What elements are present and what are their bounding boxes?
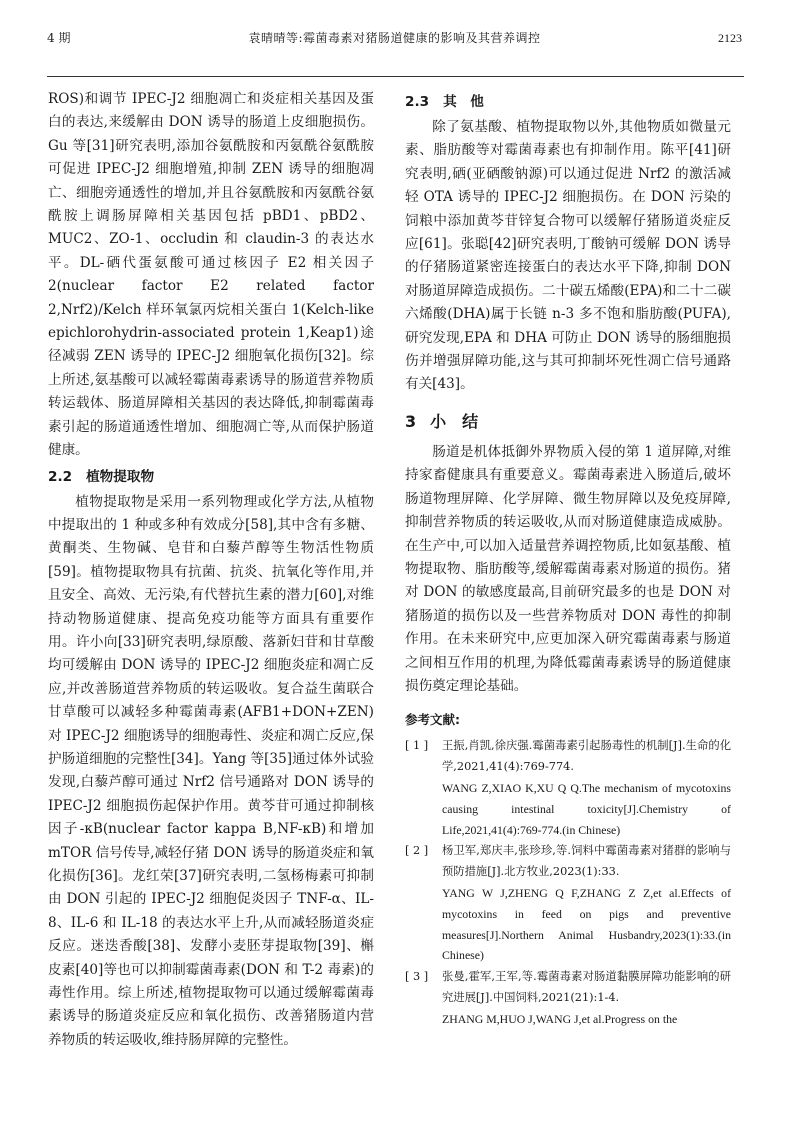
reference-number: [ 1 ] [405,739,429,753]
reference-cn: 王振,肖凯,徐庆强.霉菌毒素引起肠毒性的机制[J].生命的化学,2021,41(4):769-774. [442,739,731,774]
section-title: 植物提取物 [86,468,155,485]
paragraph-plant-extracts: 植物提取物是采用一系列物理或化学方法,从植物中提取出的 1 种或多种有效成分[58],其中含有多糖、黄酮类、生物碱、皂苷和白藜芦醇等生物活性物质[59]。植物提取物具有抗菌、抗炎、抗氧化等作用,并且安全、高效、无污染,有代替抗生素的潜力[60],对维持动物肠道健康、提高免疫功能等方面具有重要作用。许小向[33]研究表明,绿原酸、落新妇苷和甘草酸均可缓解由 DON 诱导的 IPEC-J2 细胞炎症和凋亡反应,并改善肠道营养物质的转运吸收。复合益生菌联合甘草酸可以减轻多种霉菌毒素(AFB1+DON+ZEN)对 IPEC-J2 细胞诱导的细胞毒性、炎症和凋亡反应,保护肠道细胞的完整性[34]。Yang 等[35]通过体外试验发现,白藜芦醇可通过 Nrf2 信号通路对 DON 诱导的 IPEC-J2 细胞损伤起保护作用。黄芩苷可通过抑制核因子-κB(nuclear factor kappa B,NF-κB)和增加 mTOR 信号传导,减轻仔猪 DON 诱导的肠道炎症和氧化损伤[36]。龙红荣[37]研究表明,二氢杨梅素可抑制由 DON 引起的 IPEC-J2 细胞促炎因子 TNF-α、IL-8、IL-6 和 IL-18 的表达水平上升,从而减轻肠道炎症反应。迷迭香酸[38]、发酵小麦胚芽提取物[39]、槲皮素[40]等也可以抑制霉菌毒素(DON 和 T-2 毒素)的毒性作用。综上所述,植物提取物可以通过缓解霉菌毒素诱导的肠道炎症反应和氧化损伤、改善猪肠道内营养物质的转运吸收,维持肠屏障的完整性。 [48,493,374,1048]
reference-number: [ 2 ] [405,844,429,858]
paragraph-other-substances: 除了氨基酸、植物提取物以外,其他物质如微量元素、脂肪酸等对霉菌毒素也有抑制作用。陈平[41]研究表明,硒(亚硒酸钠源)可以通过促进 Nrf2 的激活减轻 OTA 诱导的 IPEC-J2 细胞损伤。在 DON 污染的饲粮中添加黄芩苷锌复合物可以缓解仔猪肠道炎症反应[61]。张聪[42]研究表明,丁酸钠可缓解 DON 诱导的仔猪肠道紧密连接蛋白的表达水平下降,抑制 DON 对肠道屏障造成损伤。二十碳五烯酸(EPA)和二十二碳六烯酸(DHA)属于长链 n-3 多不饱和脂肪酸(PUFA),研究发现,EPA 和 DHA 可防止 DON 诱导的肠细胞损伤并增强屏障功能,这与其可抑制坏死性凋亡信号通路有关[43]。 [405,119,731,393]
references-title: 参考文献: [405,712,460,728]
page-header [47,28,742,52]
paragraph-amino-acid-summary: ROS)和调节 IPEC-J2 细胞凋亡和炎症相关基因及蛋白的表达,来缓解由 DON 诱导的肠道上皮细胞损伤。Gu 等[31]研究表明,添加谷氨酰胺和丙氨酰谷氨酰胺可促进 IPEC-J2 细胞增殖,抑制 ZEN 诱导的细胞凋亡、细胞旁通透性的增加,并且谷氨酰胺和丙氨酰谷氨酰胺上调肠屏障相关基因包括 pBD1、pBD2、MUC2、ZO-1、occludin 和 claudin-3 的表达水平。DL-硒代蛋氨酸可通过核因子 E2 相关因子 2(nuclear factor E2 related factor 2,Nrf2)/Kelch 样环氧氯丙烷相关蛋白 1(Kelch-like epichlorohydrin-associated protein 1,Keap1)途径减弱 ZEN 诱导的 IPEC-J2 细胞氧化损伤[32]。综上所述,氨基酸可以减轻霉菌毒素诱导的肠道营养物质转运载体、肠道屏障相关基因的表达降低,抑制霉菌毒素引起的肠道通透性增加、细胞凋亡等,从而保护肠道健康。 [48,91,374,459]
reference-cn: 杨卫军,郑庆丰,张珍珍,等.饲料中霉菌毒素对猪群的影响与预防措施[J].北方牧业,2023(1):33. [442,844,731,879]
section-number: 2.2 [48,468,73,485]
reference-item [405,736,731,840]
running-title: 袁晴晴等:霉菌毒素对猪肠道健康的影响及其营养调控 [248,31,541,45]
reference-cn: 张曼,霍军,王军,等.霉菌毒素对肠道黏膜屏障功能影响的研究进展[J].中国饲料,2021(21):1-4. [442,970,731,1004]
reference-number: [ 3 ] [405,970,429,984]
reference-item [405,841,731,966]
right-column [405,88,731,1031]
section-number: 3 [405,411,417,431]
header-rule [47,76,744,77]
section-title: 其 他 [443,94,484,110]
section-number: 2.3 [405,94,430,110]
left-column [48,88,374,1052]
reference-en: YANG W J,ZHENG Q F,ZHANG Z Z,et al.Effects of mycotoxins in feed on pigs and preventive measures[J].Northern Animal Husbandry,2023(1):33.(in Chinese) [442,885,731,963]
paragraph-summary: 肠道是机体抵御外界物质入侵的第 1 道屏障,对维持家畜健康具有重要意义。霉菌毒素进入肠道后,破坏肠道物理屏障、化学屏障、微生物屏障以及免疫屏障,抑制营养物质的转运吸收,从而对肠道健康造成威胁。在生产中,可以加入适量营养调控物质,比如氨基酸、植物提取物、脂肪酸等,缓解霉菌毒素对肠道的损伤。猪对 DON 的敏感度最高,目前研究最多的也是 DON 对猪肠道的损伤以及一些营养物质对 DON 毒性的抑制作用。在未来研究中,应更加深入研究霉菌毒素与肠道之间相互作用的机理,为降低霉菌毒素诱导的肠道健康损伤奠定理论基础。 [405,443,731,694]
reference-en: ZHANG M,HUO J,WANG J,et al.Progress on the [442,1011,678,1026]
section-heading-2-3 [405,90,731,114]
section-heading-3 [405,407,731,437]
reference-en: WANG Z,XIAO K,XU Q Q.The mechanism of mycotoxins causing intestinal toxicity[J].Chemistry of Life,2021,41(4):769-774.(in Chinese) [442,780,731,837]
section-title: 小 结 [430,411,479,431]
reference-item [405,967,731,1029]
section-heading-2-2 [48,465,374,489]
page-number: 2123 [718,31,742,45]
issue-label: 4 期 [47,31,71,45]
